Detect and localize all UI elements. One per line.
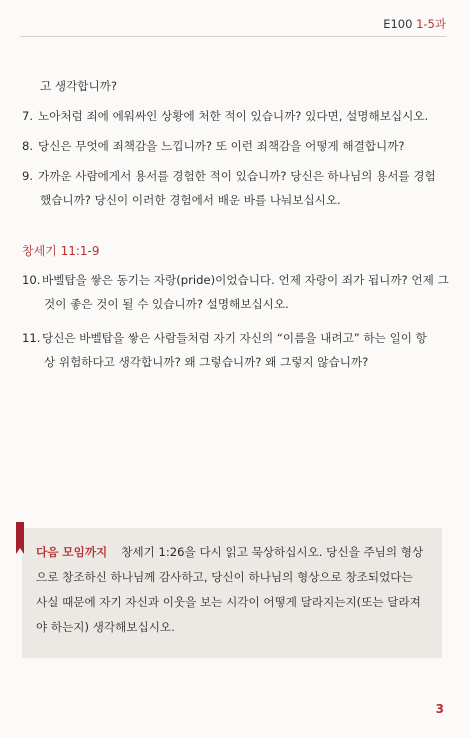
next-meeting-label: 다음 모임까지 (36, 545, 108, 559)
question-8 (22, 134, 452, 158)
question-text: 당신은 바벨탑을 쌓은 사람들처럼 자기 자신의 “이름을 내려고” 하는 일이 항 (42, 331, 427, 345)
page-header (383, 16, 446, 32)
header-divider (20, 36, 446, 37)
question-text: 바벨탑을 쌓은 동기는 자랑(pride)이었습니다. 언제 자랑이 죄가 됩니까? 언제 그 (42, 273, 449, 287)
question-9 (22, 164, 452, 212)
question-10 (22, 268, 452, 316)
question-number: 11. (22, 331, 41, 345)
lesson-number: 1-5과 (416, 17, 446, 31)
course-code: E100 (383, 17, 413, 31)
question-text-cont: 것이 좋은 것이 될 수 있습니까? 설명해보십시오. (44, 297, 289, 311)
question-number: 9. (22, 169, 34, 183)
question-text-cont: 했습니까? 당신이 이러한 경험에서 배운 바를 나눠보십시오. (40, 193, 341, 207)
bookmark-ribbon-icon (16, 522, 24, 548)
question-number: 7. (22, 109, 34, 123)
question-text-cont: 상 위험하다고 생각합니까? 왜 그렇습니까? 왜 그렇지 않습니까? (44, 355, 369, 369)
question-7 (22, 104, 452, 128)
question-number: 10. (22, 273, 41, 287)
page-number: 3 (435, 702, 444, 716)
question-text: 가까운 사람에게서 용서를 경험한 적이 있습니까? 당신은 하나님의 용서를 경험 (38, 169, 436, 183)
question-11 (22, 326, 452, 374)
question-continuation: 고 생각합니까? (40, 79, 118, 93)
next-meeting-text: 다음 모임까지 창세기 1:26을 다시 읽고 묵상하십시오. 당신을 주님의 형상 으로 창조하신 하나님께 감사하고, 당신이 하나님의 형상으로 창조되었다는 사실 때문에 자기 자신과 이웃을 보는 시각이 어떻게 달라지는지(또는 달라져 야 하는지) 생각해보십시오. (36, 545, 424, 634)
question-number: 8. (22, 139, 34, 153)
section-title: 창세기 11:1-9 (22, 244, 100, 258)
question-text: 노아처럼 죄에 에워싸인 상황에 처한 적이 있습니까? 있다면, 설명해보십시오. (38, 109, 429, 123)
question-text: 당신은 무엇에 죄책감을 느낍니까? 또 이런 죄책감을 어떻게 해결합니까? (38, 139, 405, 153)
